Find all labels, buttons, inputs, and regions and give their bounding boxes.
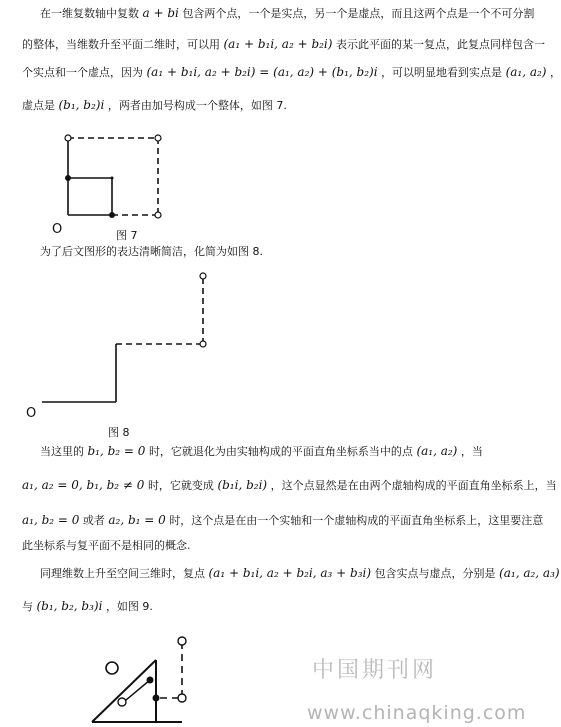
fig7-origin-label: O bbox=[52, 222, 63, 237]
text-run: 包含两个点，一个是实点，另一个是虚点，而且这两个点是一个不可分割 bbox=[182, 7, 535, 20]
fig9-imag-point bbox=[178, 694, 186, 702]
text-run: 时，它就变成 bbox=[147, 479, 214, 492]
text-run: 与 bbox=[22, 600, 33, 613]
text-run: 时，它就退化为由实轴构成的平面直角坐标系当中的点 bbox=[148, 445, 413, 458]
math-expression: a₁, a₂ = 0, b₁, b₂ ≠ 0 bbox=[22, 478, 145, 492]
math-expression: (a₁ + b₁i, a₂ + b₂i) = (a₁, a₂) + (b₁, b₂)i bbox=[146, 65, 378, 79]
text-run: ，两者由加号构成一个整体，如图 7. bbox=[107, 99, 287, 112]
fig9-origin-marker bbox=[106, 662, 118, 674]
math-expression: (a₁, a₂, a₃) bbox=[499, 566, 560, 580]
text-run: ，如图 9. bbox=[105, 600, 153, 613]
watermark-url: www.chinaqking.com bbox=[307, 702, 527, 724]
text-run: 时，这个点是在由一个实轴和一个虚轴构成的平面直角坐标系上，这里要注意 bbox=[169, 514, 544, 527]
math-expression: (b₁, b₂, b₃)i bbox=[36, 599, 103, 613]
text-run: ，可以明显地看到实点是 bbox=[381, 66, 503, 79]
para2: 为了后文图形的表达清晰简洁，化简为如图 8. bbox=[40, 245, 263, 258]
watermark-site-name: 中国期刊网 bbox=[312, 658, 438, 683]
fig9-imag-point bbox=[118, 698, 126, 706]
text-run: ， bbox=[549, 66, 561, 79]
text-run: 或者 bbox=[82, 514, 105, 527]
math-expression: a₁, b₂ = 0 bbox=[22, 513, 80, 527]
fig8-origin-label: O bbox=[26, 406, 37, 421]
text-run: 当这里的 bbox=[40, 445, 84, 458]
fig9-diagonal-axis bbox=[92, 660, 156, 722]
math-expression: (b₁i, b₂i) bbox=[217, 478, 268, 492]
fig8-caption: 图 8 bbox=[108, 426, 130, 439]
text-run: ，这个点显然是在由两个虚轴构成的平面直角坐标系上，当 bbox=[270, 479, 557, 492]
text-run: ，当 bbox=[460, 445, 483, 458]
math-expression: a₂, b₁ = 0 bbox=[108, 513, 166, 527]
math-expression: (a₁, a₂) bbox=[416, 444, 458, 458]
fig9-real-point bbox=[147, 677, 154, 684]
math-expression: b₁, b₂ = 0 bbox=[87, 444, 146, 458]
text-run: 在一维复数轴中复数 bbox=[40, 7, 139, 20]
math-expression: (a₁ + b₁i, a₂ + b₂i, a₃ + b₃i) bbox=[208, 566, 372, 580]
text-run: 个实点和一个虚点，因为 bbox=[22, 66, 143, 79]
text-run: 包含实点与虚点，分别是 bbox=[374, 567, 496, 580]
text-run: 虚点是 bbox=[22, 99, 55, 112]
para3-line4: 此坐标系与复平面不是相同的概念. bbox=[22, 539, 191, 552]
text-run: 表示此平面的某一复点，此复点同样包含一 bbox=[335, 38, 545, 51]
fig9-real-point bbox=[153, 695, 160, 702]
math-expression: (a₁, a₂) bbox=[505, 65, 547, 79]
text-run: 同理维数上升至空间三维时，复点 bbox=[40, 567, 205, 580]
text-run: 的整体，当维数升至平面二维时，可以用 bbox=[22, 38, 220, 51]
fig7-caption: 图 7 bbox=[116, 229, 138, 242]
fig9-imag-point bbox=[178, 637, 186, 645]
math-expression: (b₁, b₂)i bbox=[58, 98, 105, 112]
math-expression: a + bi bbox=[142, 6, 179, 20]
math-expression: (a₁ + b₁i, a₂ + b₂i) bbox=[223, 37, 333, 51]
